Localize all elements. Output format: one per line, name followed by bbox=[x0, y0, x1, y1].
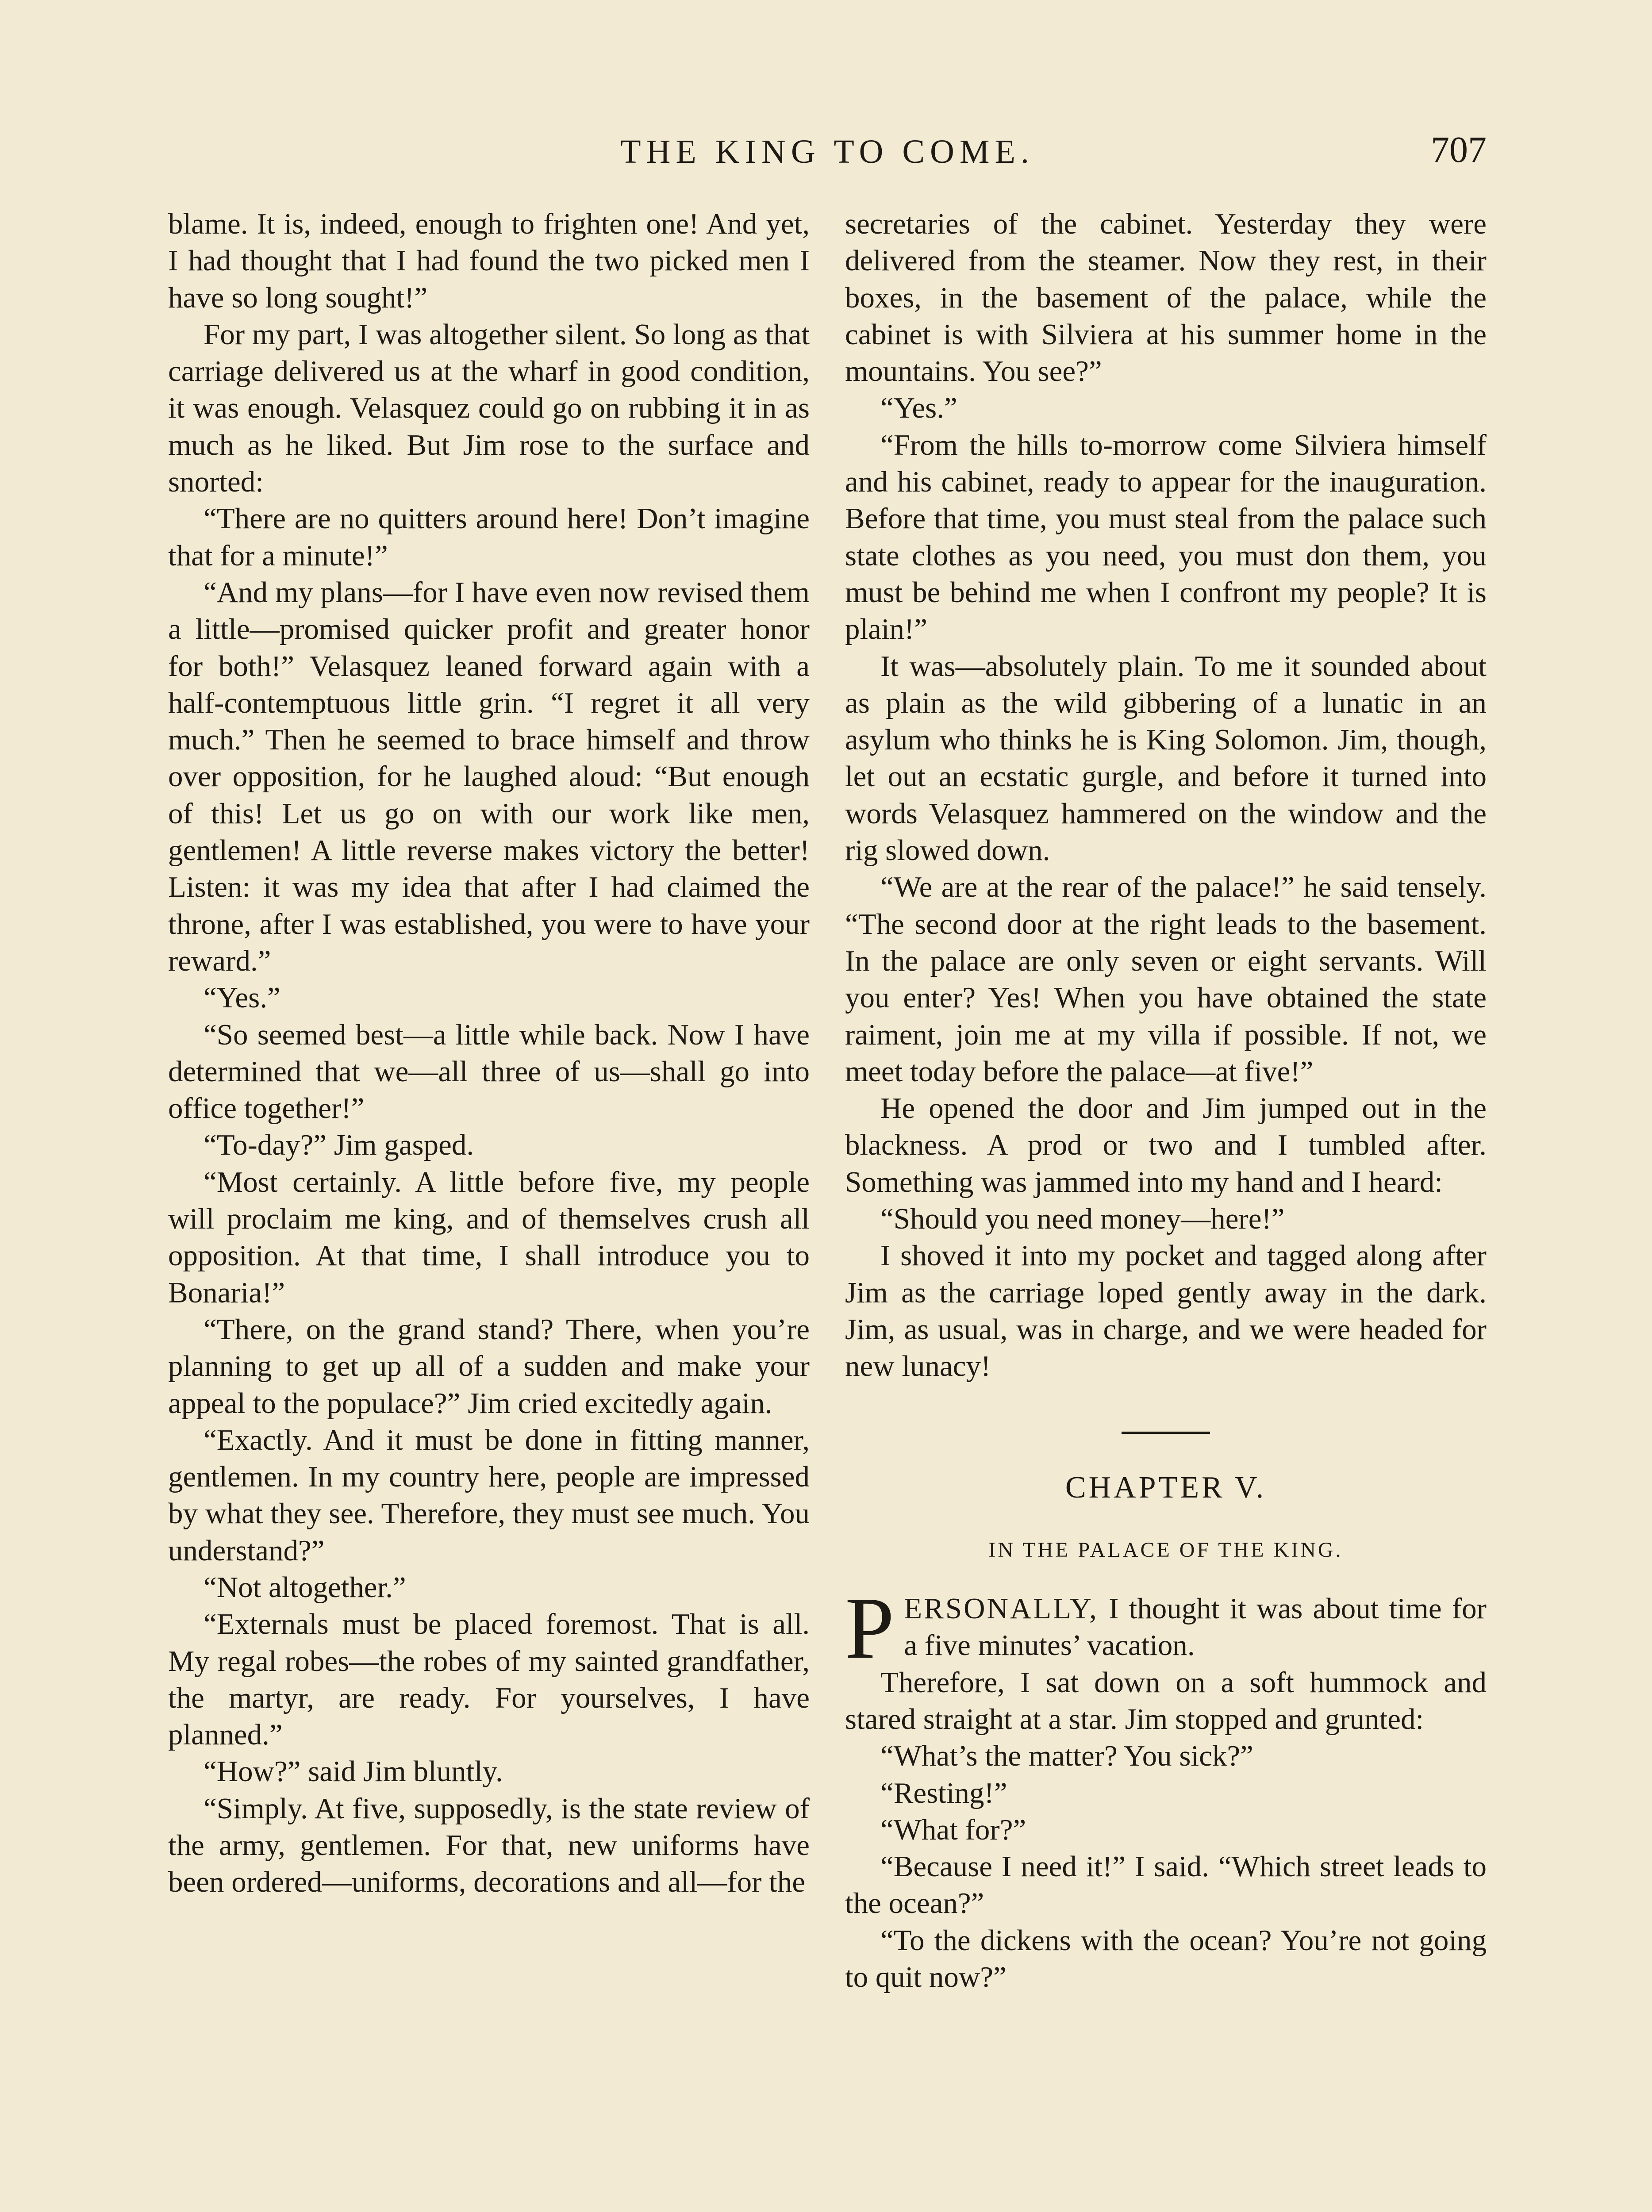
paragraph: “What’s the matter? You sick?” bbox=[880, 1740, 1253, 1773]
paragraph: “Resting!” bbox=[880, 1776, 1007, 1809]
paragraph: “Most certainly. A little before five, my people will proclaim me king, and of themselves crush all opposition. At that time, I shall introduce you to Bonaria!” bbox=[168, 1165, 810, 1309]
paragraph: Therefore, I sat down on a soft hummock and stared straight at a star. Jim stopped and grunted: bbox=[845, 1666, 1487, 1736]
opening-caps: ERSONALLY, bbox=[904, 1592, 1099, 1625]
paragraph: secretaries of the cabinet. Yesterday they were delivered from the steamer. Now they rest, in their boxes, in the basement of the palace, while the cabinet is with Silviera at his summer home in the mountains. You see?” bbox=[845, 207, 1487, 388]
paragraph: “To-day?” Jim gasped. bbox=[204, 1129, 474, 1162]
page-number: 707 bbox=[1431, 129, 1487, 170]
paragraph: “Yes.” bbox=[204, 981, 280, 1014]
chapter-title: CHAPTER V. bbox=[1065, 1470, 1267, 1505]
paragraph: “So seemed best—a little while back. Now I have determined that we—all three of us—shall go into office together!” bbox=[168, 1018, 810, 1125]
running-title: THE KING TO COME. bbox=[620, 133, 1034, 170]
opening-text: I thought it was about time for a five minutes’ vacation. bbox=[904, 1592, 1487, 1662]
paragraph: It was—absolutely plain. To me it sounded about as plain as the wild gibbering of a lunatic in an asylum who thinks he is King Solomon. Jim, though, let out an ecstatic gurgle, and before it turned into words Velasquez hammered on the window and the rig slowed down. bbox=[845, 649, 1487, 867]
paragraph: “To the dickens with the ocean? You’re not going to quit now?” bbox=[845, 1924, 1487, 1994]
chapter-opening-paragraph bbox=[845, 1579, 1487, 1678]
paragraph: “Externals must be placed foremost. That is all. My regal robes—the robes of my sainted grandfather, the martyr, are ready. For yourselves, I have planned.” bbox=[168, 1608, 810, 1751]
right-column bbox=[845, 206, 1487, 1996]
drop-cap: P bbox=[845, 1579, 895, 1678]
running-header bbox=[168, 119, 1487, 186]
paragraph: “Because I need it!” I said. “Which street leads to the ocean?” bbox=[845, 1850, 1487, 1920]
paragraph: “Should you need money—here!” bbox=[880, 1202, 1285, 1236]
paragraph: “What for?” bbox=[880, 1813, 1026, 1846]
paragraph: “Yes.” bbox=[880, 392, 957, 425]
paragraph: “Exactly. And it must be done in fitting manner, gentlemen. In my country here, people are impressed by what they see. Therefore, they must see much. You understand?” bbox=[168, 1423, 810, 1567]
paragraph: I shoved it into my pocket and tagged along after Jim as the carriage loped gently away in the dark. Jim, as usual, was in charge, and we were headed for new lunacy! bbox=[845, 1239, 1487, 1383]
paragraph: “There, on the grand stand? There, when you’re planning to get up all of a sudden and make your appeal to the populace?” Jim cried excitedly again. bbox=[168, 1313, 810, 1420]
paragraph: “From the hills to-morrow come Silviera himself and his cabinet, ready to appear for the inauguration. Before that time, you must steal from the palace such state clothes as you need, you must don them, you must be behind me when I confront my people? It is plain!” bbox=[845, 428, 1487, 646]
paragraph: For my part, I was altogether silent. So long as that carriage delivered us at the wharf in good condition, it was enough. Velasquez could go on rubbing it in as much as he liked. But Jim rose to the surface and snorted: bbox=[168, 318, 810, 499]
paragraph: “Not altogether.” bbox=[204, 1571, 406, 1604]
chapter-subtitle: IN THE PALACE OF THE KING. bbox=[988, 1538, 1343, 1562]
paragraph: blame. It is, indeed, enough to frighten one! And yet, I had thought that I had found the two picked men I have so long sought!” bbox=[168, 207, 810, 314]
section-divider bbox=[1122, 1432, 1210, 1434]
paragraph: “There are no quitters around here! Don’t imagine that for a minute!” bbox=[168, 502, 810, 572]
paragraph: “Simply. At five, supposedly, is the state review of the army, gentlemen. For that, new uniforms have been ordered—uniforms, decorations and all—for the bbox=[168, 1792, 810, 1899]
paragraph: “We are at the rear of the palace!” he said tensely. “The second door at the right leads to the basement. In the palace are only seven or eight servants. Will you enter? Yes! When you have obtained the state raiment, join me at my villa if possible. If not, we meet today before the palace—at five!” bbox=[845, 871, 1487, 1088]
paragraph: “How?” said Jim bluntly. bbox=[204, 1755, 503, 1788]
paragraph: He opened the door and Jim jumped out in the blackness. A prod or two and I tumbled after. Something was jammed into my hand and I heard: bbox=[845, 1092, 1487, 1198]
paragraph: “And my plans—for I have even now revised them a little—promised quicker profit and greater honor for both!” Velasquez leaned forward again with a half-contemptuous little grin. “I regret it all very much.” Then he seemed to brace himself and throw over opposition, for he laughed aloud: “But enough of this! Let us go on with our work like men, gentlemen! A little reverse makes victory the better! Listen: it was my idea that after I had claimed the throne, after I was established, you were to have your reward.” bbox=[168, 576, 810, 977]
left-column bbox=[168, 206, 810, 1901]
